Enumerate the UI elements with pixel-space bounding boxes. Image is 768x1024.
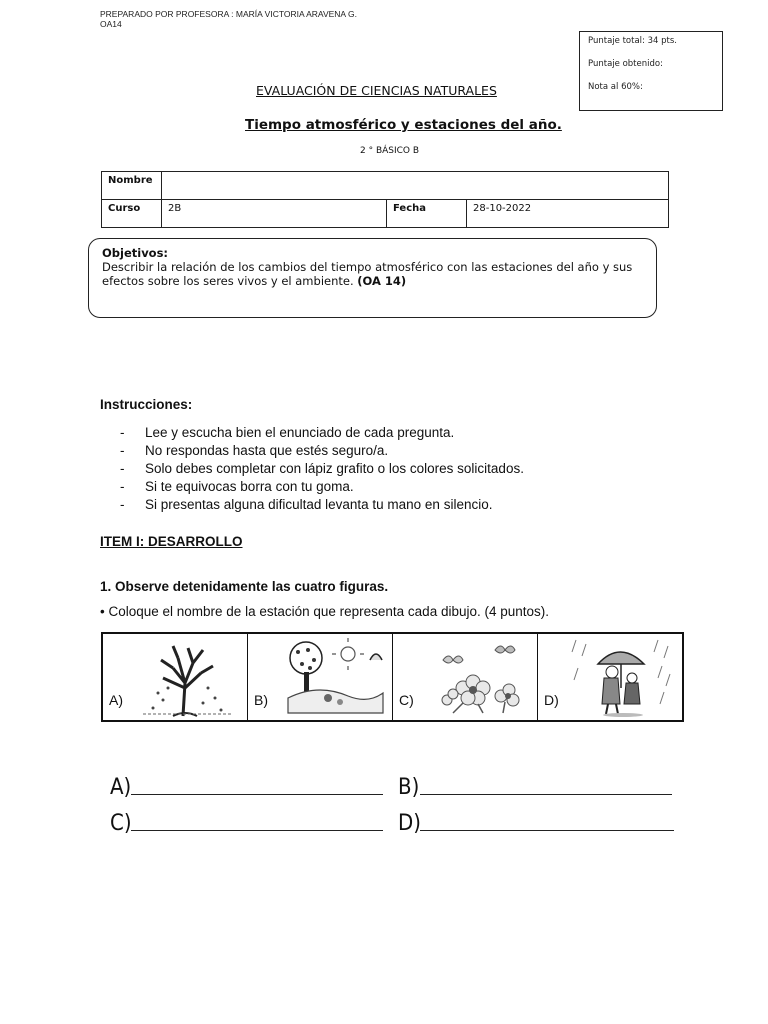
tree-sun-summer-icon [278, 638, 388, 718]
item1-question: 1. Observe detenidamente las cuatro figuras. [100, 579, 389, 594]
picture-c [393, 634, 538, 720]
instructions-list [120, 424, 524, 514]
umbrella-rain-winter-icon [568, 638, 678, 718]
answer-b-line[interactable] [420, 794, 672, 795]
picture-d [538, 634, 682, 720]
objective-code-text: OA14 [100, 19, 122, 29]
answer-b-label: B) [398, 775, 420, 800]
grade-label: Nota al 60%: [588, 82, 643, 92]
instruction-item: - Si te equivocas borra con tu goma. [120, 479, 354, 494]
page-subtitle: Tiempo atmosférico y estaciones del año. [245, 117, 562, 133]
answer-a-label: A) [110, 775, 132, 800]
picture-a [103, 634, 248, 720]
bare-tree-autumn-icon [133, 638, 243, 718]
flowers-butterfly-spring-icon [423, 638, 533, 718]
date-field[interactable]: 28-10-2022 [467, 200, 669, 228]
answer-d-line[interactable] [420, 830, 674, 831]
picture-b-letter: B) [254, 692, 268, 708]
instructions-heading: Instrucciones: [100, 397, 193, 412]
instruction-item: - No respondas hasta que estés seguro/a. [120, 443, 389, 458]
picture-d-letter: D) [544, 692, 559, 708]
answer-c-label: C) [110, 811, 132, 836]
answer-a-line[interactable] [131, 794, 383, 795]
season-pictures [101, 632, 684, 722]
picture-a-letter: A) [109, 692, 123, 708]
page-title: EVALUACIÓN DE CIENCIAS NATURALES [256, 83, 497, 98]
name-label: Nombre [102, 172, 162, 200]
instruction-item: - Solo debes completar con lápiz grafito o los colores solicitados. [120, 461, 524, 476]
item1-instruction: • Coloque el nombre de la estación que representa cada dibujo. (4 puntos). [100, 604, 550, 619]
objectives-text: Describir la relación de los cambios del tiempo atmosférico con las estaciones del año y sus efectos sobre los seres vivos y el ambiente. [102, 260, 633, 288]
instruction-item: - Lee y escucha bien el enunciado de cada pregunta. [120, 425, 455, 440]
obtained-score-label: Puntaje obtenido: [588, 59, 663, 69]
picture-b [248, 634, 393, 720]
objectives-box [88, 238, 657, 318]
total-score-label: Puntaje total: 34 pts. [588, 36, 677, 46]
student-info-table [101, 171, 669, 228]
objectives-code: (OA 14) [357, 274, 407, 288]
item1-heading: ITEM I: DESARROLLO [100, 534, 243, 549]
instruction-item: - Si presentas alguna dificultad levanta tu mano en silencio. [120, 497, 493, 512]
course-label: Curso [102, 200, 162, 228]
grade-level: 2 ° BÁSICO B [360, 146, 420, 156]
answer-d-label: D) [398, 811, 421, 836]
date-label: Fecha [387, 200, 467, 228]
objectives-heading: Objetivos: [102, 246, 169, 260]
name-field[interactable] [162, 172, 669, 200]
picture-c-letter: C) [399, 692, 414, 708]
answer-c-line[interactable] [131, 830, 383, 831]
prepared-by-text: PREPARADO POR PROFESORA : MARÍA VICTORIA ARAVENA G. [100, 9, 357, 19]
score-box [579, 31, 723, 111]
course-field[interactable]: 2B [162, 200, 387, 228]
